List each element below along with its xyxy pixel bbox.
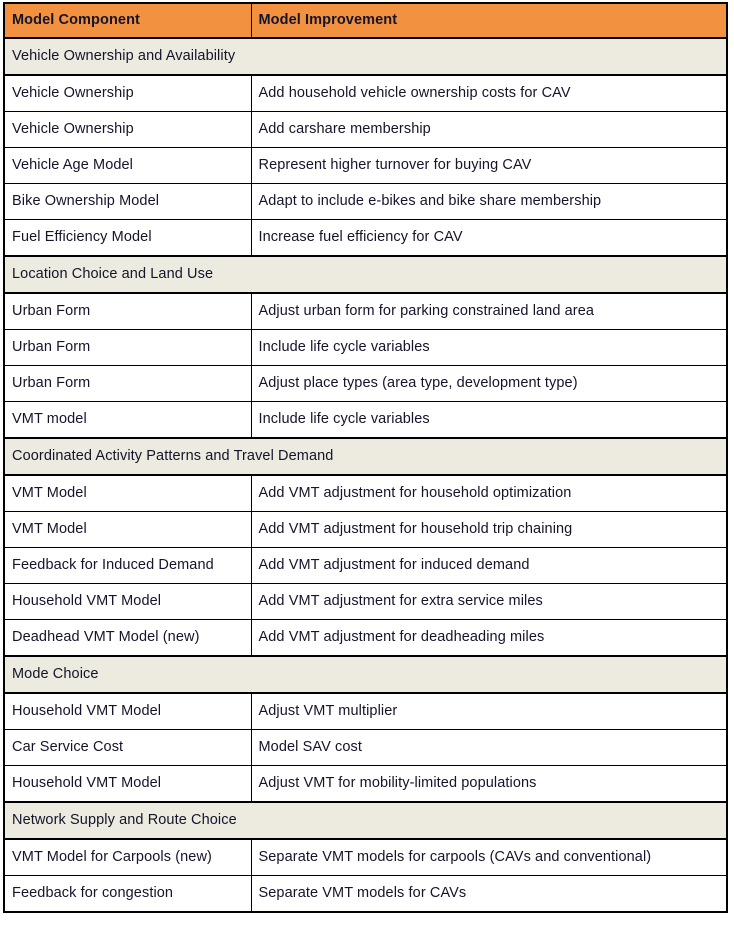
cell-model-component: Urban Form — [4, 366, 251, 402]
cell-model-component: Vehicle Ownership — [4, 112, 251, 148]
cell-model-improvement: Include life cycle variables — [251, 402, 727, 439]
cell-model-component: Car Service Cost — [4, 730, 251, 766]
cell-model-improvement: Add VMT adjustment for extra service miles — [251, 584, 727, 620]
table-row — [4, 293, 727, 330]
table-row — [4, 620, 727, 657]
table-row — [4, 766, 727, 803]
cell-model-component: Feedback for congestion — [4, 876, 251, 913]
section-header-label: Network Supply and Route Choice — [4, 802, 727, 839]
cell-model-component: Household VMT Model — [4, 584, 251, 620]
cell-model-component: Urban Form — [4, 293, 251, 330]
section-header-label: Vehicle Ownership and Availability — [4, 38, 727, 75]
table-row — [4, 366, 727, 402]
table-row — [4, 548, 727, 584]
cell-model-improvement: Adjust VMT for mobility-limited populations — [251, 766, 727, 803]
cell-model-improvement: Adapt to include e-bikes and bike share membership — [251, 184, 727, 220]
cell-model-improvement: Add VMT adjustment for household trip chaining — [251, 512, 727, 548]
section-header-row — [4, 656, 727, 693]
cell-model-improvement: Adjust VMT multiplier — [251, 693, 727, 730]
cell-model-component: VMT model — [4, 402, 251, 439]
table-row — [4, 839, 727, 876]
cell-model-improvement: Add VMT adjustment for household optimization — [251, 475, 727, 512]
cell-model-improvement: Include life cycle variables — [251, 330, 727, 366]
table-row — [4, 475, 727, 512]
cell-model-improvement: Adjust place types (area type, development type) — [251, 366, 727, 402]
table-row — [4, 112, 727, 148]
table-row — [4, 584, 727, 620]
cell-model-component: Vehicle Age Model — [4, 148, 251, 184]
table-row — [4, 402, 727, 439]
cell-model-improvement: Add VMT adjustment for deadheading miles — [251, 620, 727, 657]
table-container — [3, 2, 728, 913]
cell-model-component: Urban Form — [4, 330, 251, 366]
section-header-row — [4, 438, 727, 475]
cell-model-improvement: Add carshare membership — [251, 112, 727, 148]
section-header-label: Coordinated Activity Patterns and Travel Demand — [4, 438, 727, 475]
header-row — [4, 3, 727, 38]
table-row — [4, 148, 727, 184]
column-header-model-component: Model Component — [4, 3, 251, 38]
table-row — [4, 75, 727, 112]
cell-model-component: VMT Model — [4, 512, 251, 548]
model-improvement-table — [3, 2, 728, 913]
table-header — [4, 3, 727, 38]
cell-model-component: Household VMT Model — [4, 766, 251, 803]
section-header-label: Location Choice and Land Use — [4, 256, 727, 293]
table-body — [4, 38, 727, 912]
cell-model-improvement: Separate VMT models for CAVs — [251, 876, 727, 913]
cell-model-improvement: Add household vehicle ownership costs for CAV — [251, 75, 727, 112]
section-header-label: Mode Choice — [4, 656, 727, 693]
cell-model-component: Household VMT Model — [4, 693, 251, 730]
section-header-row — [4, 256, 727, 293]
cell-model-component: Vehicle Ownership — [4, 75, 251, 112]
table-row — [4, 730, 727, 766]
column-header-model-improvement: Model Improvement — [251, 3, 727, 38]
cell-model-component: VMT Model — [4, 475, 251, 512]
cell-model-component: VMT Model for Carpools (new) — [4, 839, 251, 876]
table-row — [4, 876, 727, 913]
cell-model-improvement: Add VMT adjustment for induced demand — [251, 548, 727, 584]
table-row — [4, 220, 727, 257]
table-row — [4, 184, 727, 220]
section-header-row — [4, 38, 727, 75]
cell-model-improvement: Increase fuel efficiency for CAV — [251, 220, 727, 257]
cell-model-improvement: Adjust urban form for parking constrained land area — [251, 293, 727, 330]
cell-model-component: Deadhead VMT Model (new) — [4, 620, 251, 657]
table-row — [4, 693, 727, 730]
table-row — [4, 512, 727, 548]
cell-model-improvement: Model SAV cost — [251, 730, 727, 766]
cell-model-improvement: Separate VMT models for carpools (CAVs and conventional) — [251, 839, 727, 876]
cell-model-component: Feedback for Induced Demand — [4, 548, 251, 584]
table-row — [4, 330, 727, 366]
section-header-row — [4, 802, 727, 839]
cell-model-improvement: Represent higher turnover for buying CAV — [251, 148, 727, 184]
cell-model-component: Fuel Efficiency Model — [4, 220, 251, 257]
cell-model-component: Bike Ownership Model — [4, 184, 251, 220]
